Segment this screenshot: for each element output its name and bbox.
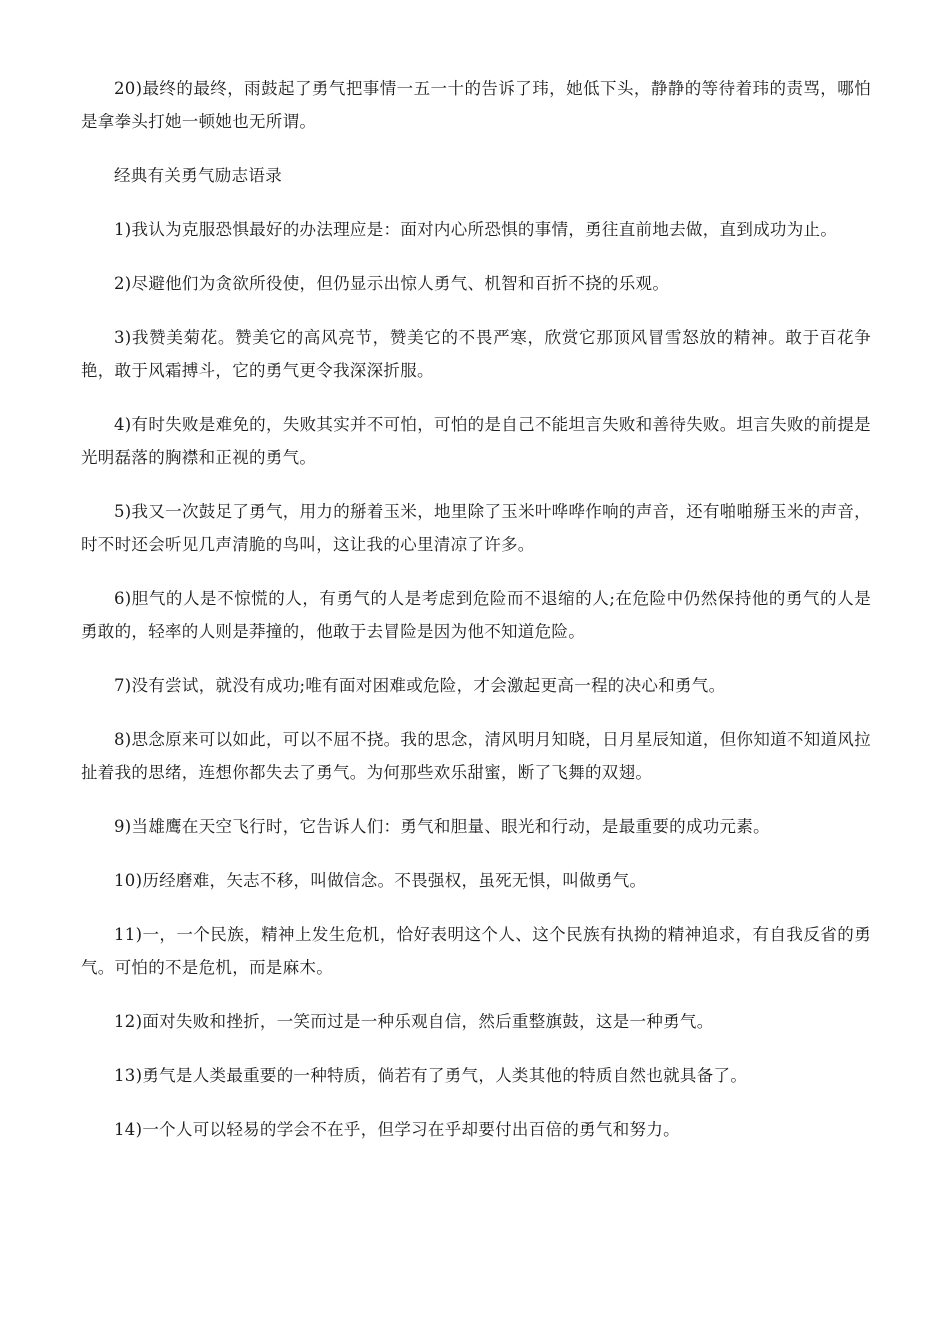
section-heading: 经典有关勇气励志语录 — [114, 166, 282, 185]
quote-paragraph: 7)没有尝试，就没有成功;唯有面对困难或危险，才会激起更高一程的决心和勇气。 — [114, 676, 726, 695]
quote-paragraph: 2)尽避他们为贪欲所役使，但仍显示出惊人勇气、机智和百折不挠的乐观。 — [114, 274, 670, 293]
quote-paragraph: 11)一，一个民族，精神上发生危机，恰好表明这个人、这个民族有执拗的精神追求，有自我反省的勇气。可怕的不是危机，而是麻木。 — [81, 925, 871, 977]
quote-paragraph: 4)有时失败是难免的，失败其实并不可怕，可怕的是自己不能坦言失败和善待失败。坦言失败的前提是光明磊落的胸襟和正视的勇气。 — [81, 415, 871, 467]
intro-paragraph: 20)最终的最终，雨鼓起了勇气把事情一五一十的告诉了玮，她低下头，静静的等待着玮的责骂，哪怕是拿拳头打她一顿她也无所谓。 — [81, 79, 871, 131]
quote-paragraph: 14)一个人可以轻易的学会不在乎，但学习在乎却要付出百倍的勇气和努力。 — [114, 1120, 680, 1139]
quote-paragraph: 6)胆气的人是不惊慌的人，有勇气的人是考虑到危险而不退缩的人;在危险中仍然保持他的勇气的人是勇敢的，轻率的人则是莽撞的，他敢于去冒险是因为他不知道危险。 — [81, 589, 871, 641]
quote-paragraph: 1)我认为克服恐惧最好的办法理应是：面对内心所恐惧的事情，勇往直前地去做，直到成功为止。 — [114, 220, 838, 239]
quote-paragraph: 5)我又一次鼓足了勇气，用力的掰着玉米，地里除了玉米叶哗哗作响的声音，还有啪啪掰玉米的声音，时不时还会听见几声清脆的鸟叫，这让我的心里清凉了许多。 — [81, 502, 871, 554]
quote-paragraph: 3)我赞美菊花。赞美它的高风亮节，赞美它的不畏严寒，欣赏它那顶风冒雪怒放的精神。敢于百花争艳，敢于风霜搏斗，它的勇气更令我深深折服。 — [81, 328, 871, 380]
quote-paragraph: 12)面对失败和挫折，一笑而过是一种乐观自信，然后重整旗鼓，这是一种勇气。 — [114, 1012, 714, 1031]
quote-paragraph: 9)当雄鹰在天空飞行时，它告诉人们：勇气和胆量、眼光和行动，是最重要的成功元素。 — [114, 817, 770, 836]
document-body — [81, 72, 871, 1167]
quote-paragraph: 10)历经磨难，矢志不移，叫做信念。不畏强权，虽死无惧，叫做勇气。 — [114, 871, 647, 890]
quote-paragraph: 8)思念原来可以如此，可以不屈不挠。我的思念，清风明月知晓，日月星辰知道，但你知道不知道风拉扯着我的思绪，连想你都失去了勇气。为何那些欢乐甜蜜，断了飞舞的双翅。 — [81, 730, 871, 782]
quote-paragraph: 13)勇气是人类最重要的一种特质，倘若有了勇气，人类其他的特质自然也就具备了。 — [114, 1066, 748, 1085]
